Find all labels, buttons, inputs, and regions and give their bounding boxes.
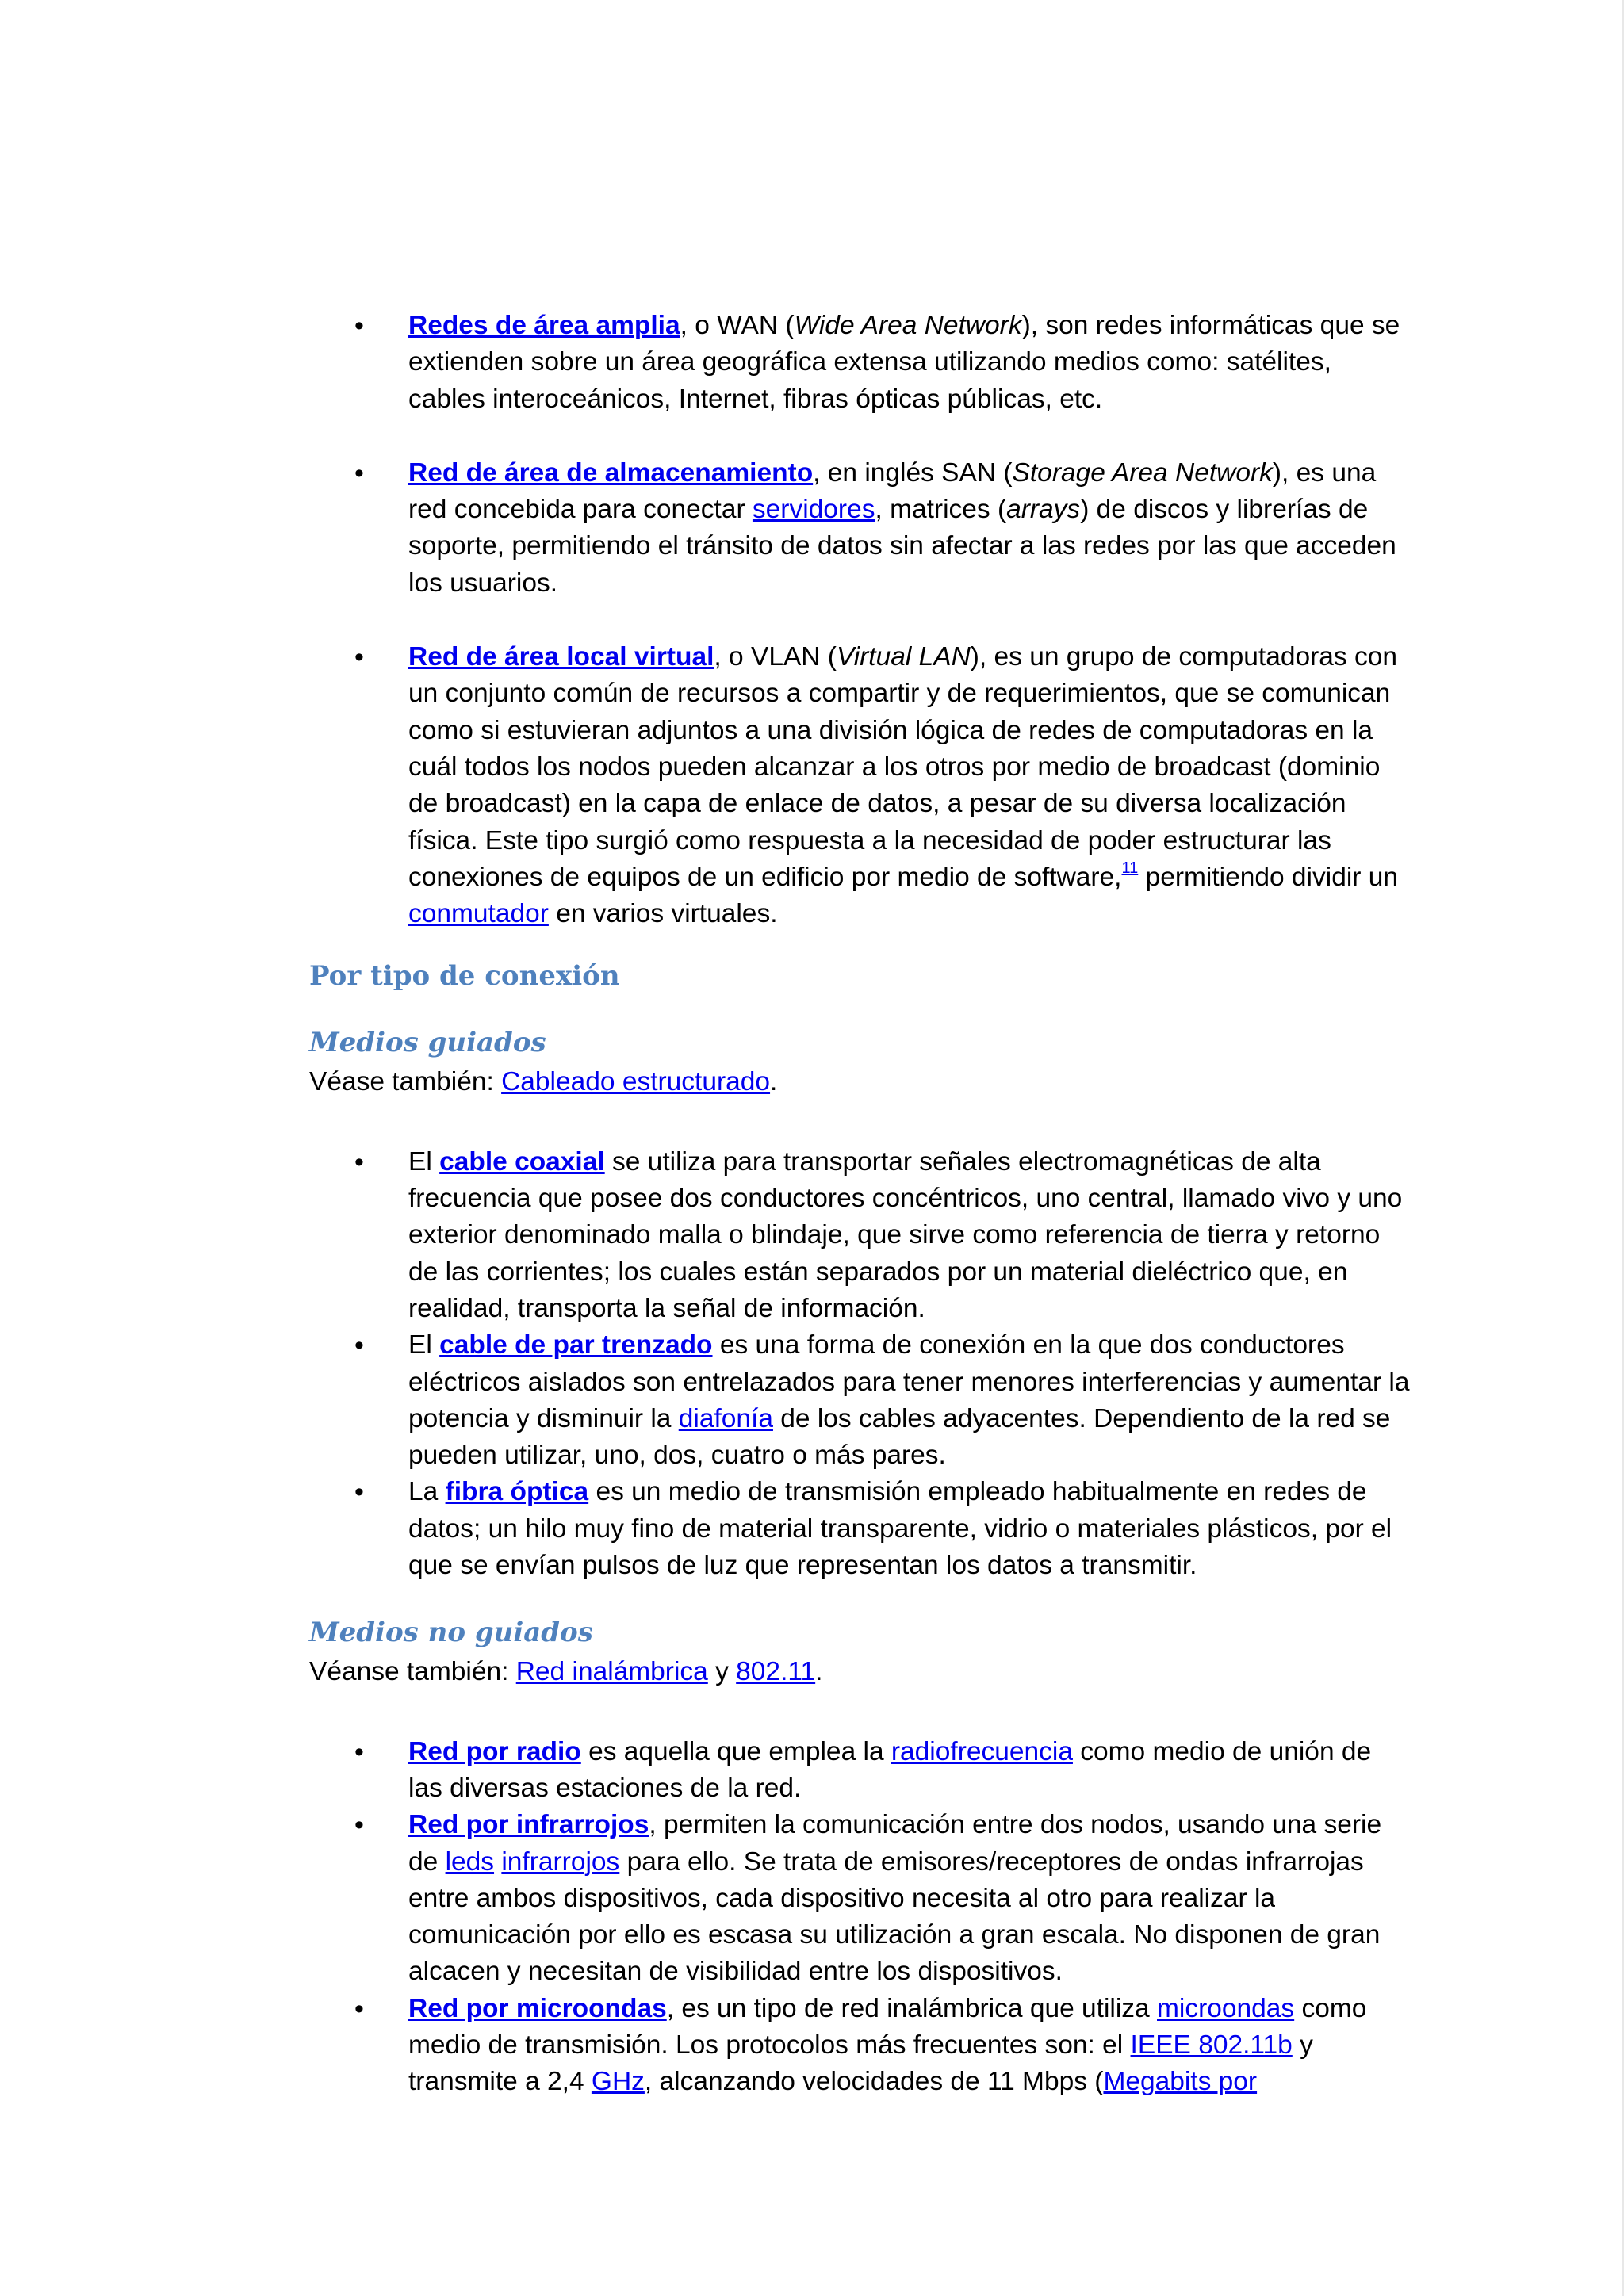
link-megabits-por[interactable]: Megabits por <box>1103 2067 1258 2097</box>
link-radiofrecuencia[interactable]: radiofrecuencia <box>891 1736 1073 1766</box>
list-item-wan: • Redes de área amplia, o WAN (Wide Area Network), son redes informáticas que se extienden sobre un área geográfica extensa utilizando medios como: satélites, cables interoceánicos, Internet, fibras ópticas públicas, etc. <box>309 308 1411 418</box>
link-red-por-radio[interactable]: Red por radio <box>408 1736 581 1766</box>
link-red-por-microondas[interactable]: Red por microondas <box>408 1993 667 2023</box>
link-diafonia[interactable]: diafonía <box>678 1403 773 1433</box>
see-also-guiados: Véase también: Cableado estructurado. <box>309 1067 778 1097</box>
link-redes-area-amplia[interactable]: Redes de área amplia <box>408 311 680 340</box>
link-leds[interactable]: leds <box>445 1846 495 1877</box>
link-ieee-802-11b[interactable]: IEEE 802.11b <box>1130 2030 1293 2060</box>
document-body <box>309 308 1411 2101</box>
list-item-infrarrojos: • Red por infrarrojos, permiten la comunicación entre dos nodos, usando una serie de leds infrarrojos para ello. Se trata de emisores/receptores de ondas infrarrojas entre ambos dispositivos, cada dispositivo necesita al otro para realizar la comunicación por ello es escasa su utilización a gran escala. No disponen de gran alcacen y necesitan de visibilidad entre los dispositivos. <box>309 1807 1411 1990</box>
link-cable-coaxial[interactable]: cable coaxial <box>439 1146 605 1177</box>
link-red-area-local-virtual[interactable]: Red de área local virtual <box>408 642 714 672</box>
link-red-inalambrica[interactable]: Red inalámbrica <box>515 1657 708 1687</box>
link-infrarrojos[interactable]: infrarrojos <box>501 1846 620 1877</box>
link-802-11[interactable]: 802.11 <box>736 1657 816 1687</box>
list-item-vlan: • Red de área local virtual, o VLAN (Virtual LAN), es un grupo de computadoras con un conjunto común de recursos a compartir y de requerimientos, que se comunican como si estuvieran adjuntos a una división lógica de redes de computadoras en la cuál todos los nodos pueden alcanzar a los otros por medio de broadcast (dominio de broadcast) en la capa de enlace de datos, a pesar de su diversa localización física. Este tipo surgió como respuesta a la necesidad de poder estructurar las conexiones de equipos de un edificio por medio de software,$^{11}$ permitiendo dividir un conmutador en varios virtuales. <box>309 639 1411 932</box>
see-also-no-guiados: Véanse también: Red inalámbrica y 802.11. <box>309 1657 823 1687</box>
list-item-san: • Red de área de almacenamiento, en inglés SAN (Storage Area Network), es una red concebida para conectar servidores, matrices (arrays) de discos y librerías de soporte, permitiendo el tránsito de datos sin afectar a las redes por las que acceden los usuarios. <box>309 455 1411 602</box>
link-ghz[interactable]: GHz <box>591 2067 645 2097</box>
footnote-link[interactable]: 11 <box>1121 859 1139 877</box>
section-heading-conexion: Por tipo de conexión <box>309 960 620 993</box>
link-red-area-almacenamiento[interactable]: Red de área de almacenamiento <box>408 457 814 488</box>
network-types-list <box>309 308 1411 932</box>
link-fibra-optica[interactable]: fibra óptica <box>445 1477 589 1507</box>
list-item-par-trenzado: • El cable de par trenzado es una forma de conexión en la que dos conductores eléctricos aislados son entrelazados para tener menores interferencias y aumentar la potencia y disminuir la diafonía de los cables adyacentes. Dependiento de la red se pueden utilizar, uno, dos, cuatro o más pares. <box>309 1327 1411 1474</box>
guided-media-list <box>309 1144 1411 1585</box>
link-cable-par-trenzado[interactable]: cable de par trenzado <box>439 1330 713 1360</box>
link-cableado-estructurado[interactable]: Cableado estructurado <box>501 1067 771 1097</box>
link-microondas[interactable]: microondas <box>1157 1993 1295 2023</box>
link-red-por-infrarrojos[interactable]: Red por infrarrojos <box>408 1810 649 1840</box>
list-item-microondas: • Red por microondas, es un tipo de red inalámbrica que utiliza microondas como medio de transmisión. Los protocolos más frecuentes son: el IEEE 802.11b y transmite a 2,4 GHz, alcanzando velocidades de 11 Mbps (Megabits por <box>309 1991 1411 2101</box>
link-conmutador[interactable]: conmutador <box>408 899 549 929</box>
subheading-medios-no-guiados: Medios no guiados <box>309 1617 593 1649</box>
link-servidores[interactable]: servidores <box>752 495 875 525</box>
list-item-radio: • Red por radio es aquella que emplea la radiofrecuencia como medio de unión de las diversas estaciones de la red. <box>309 1734 1411 1808</box>
list-item-fibra-optica: • La fibra óptica es un medio de transmisión empleado habitualmente en redes de datos; un hilo muy fino de material transparente, vidrio o materiales plásticos, por el que se envían pulsos de luz que representan los datos a transmitir. <box>309 1474 1411 1584</box>
subheading-medios-guiados: Medios guiados <box>309 1027 546 1059</box>
list-item-coaxial: • El cable coaxial se utiliza para transportar señales electromagnéticas de alta frecuencia que posee dos conductores concéntricos, uno central, llamado vivo y uno exterior denominado malla o blindaje, que sirve como referencia de tierra y retorno de las corrientes; los cuales están separados por un material dieléctrico que, en realidad, transporta la señal de información. <box>309 1144 1411 1327</box>
unguided-media-list <box>309 1734 1411 2101</box>
